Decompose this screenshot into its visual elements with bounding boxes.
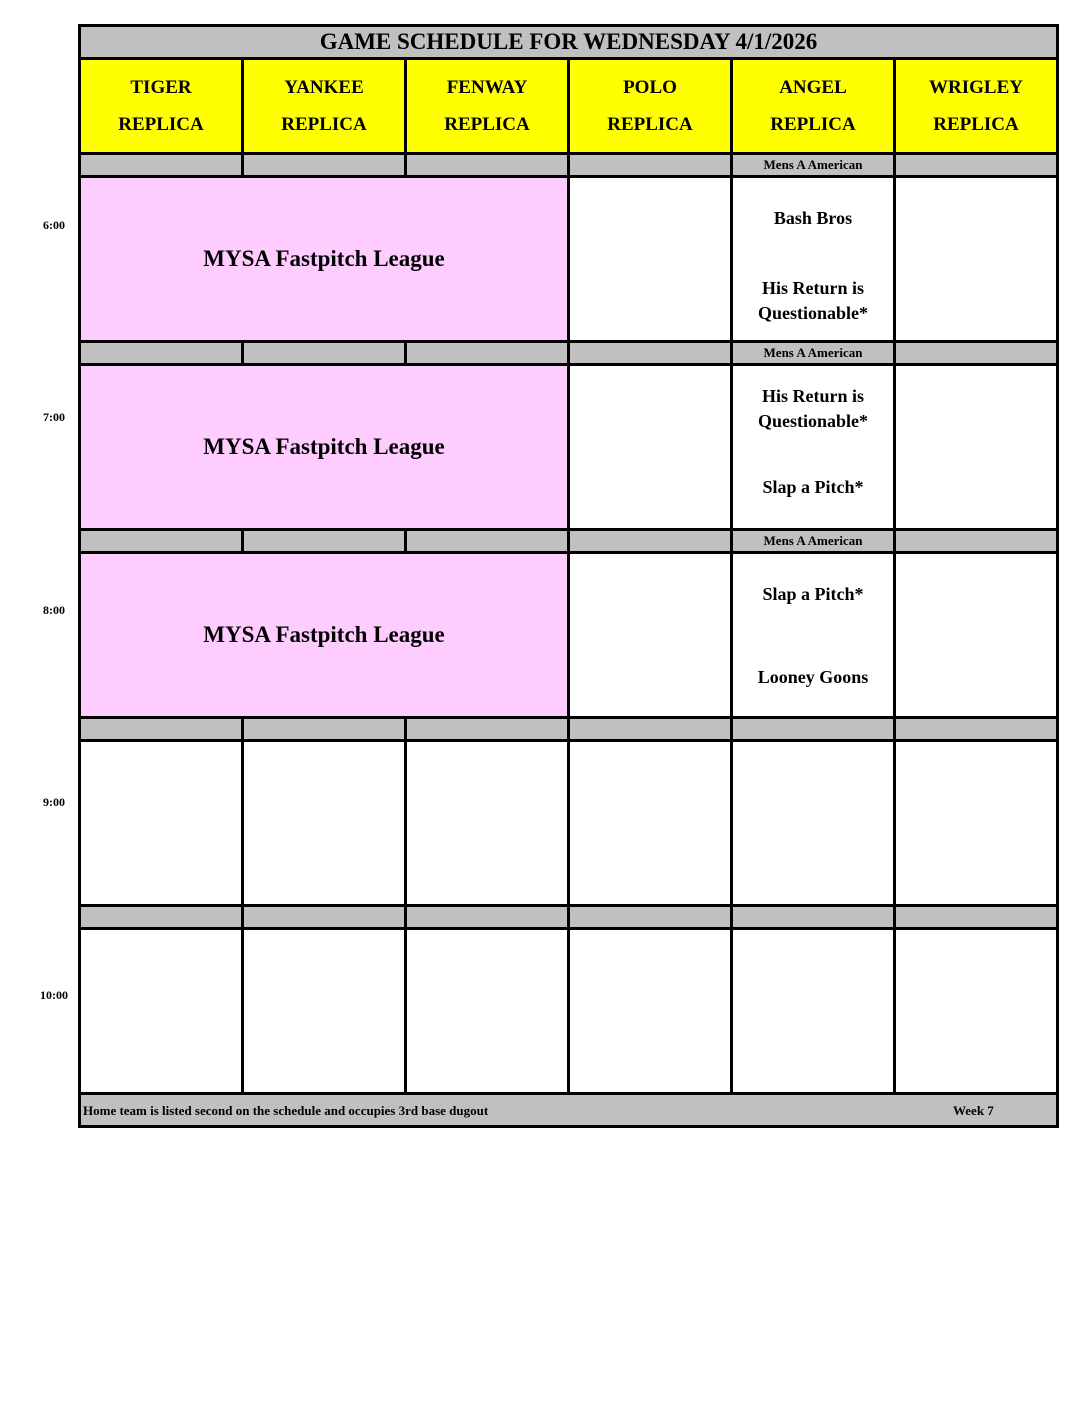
division-band-row: [80, 342, 1058, 365]
game-row: [80, 365, 1058, 530]
empty-slot: [406, 929, 569, 1094]
division-band-row: [80, 154, 1058, 177]
empty-slot: [895, 929, 1058, 1094]
footer-note: Home team is listed second on the schedule and occupies 3rd base dugout: [83, 1103, 489, 1118]
game-matchup: [732, 553, 895, 718]
empty-slot: [569, 553, 732, 718]
empty-slot: [80, 741, 243, 906]
empty-slot: [243, 929, 406, 1094]
empty-slot: [569, 177, 732, 342]
time-label: 9:00: [43, 795, 65, 809]
league-block: MYSA Fastpitch League: [80, 553, 569, 718]
game-row: [80, 929, 1058, 1094]
schedule-title: GAME SCHEDULE FOR WEDNESDAY 4/1/2026: [80, 26, 1058, 59]
game-row: [80, 553, 1058, 718]
empty-slot: [895, 553, 1058, 718]
time-label: 7:00: [43, 410, 65, 424]
empty-slot: [569, 929, 732, 1094]
field-header-yankee: YANKEE REPLICA: [243, 59, 406, 154]
game-row: [80, 741, 1058, 906]
home-team: Looney Goons: [757, 667, 869, 687]
field-header-polo: POLO REPLICA: [569, 59, 732, 154]
league-block: MYSA Fastpitch League: [80, 365, 569, 530]
away-team: Bash Bros: [773, 208, 853, 228]
schedule-footer: [80, 1094, 1058, 1127]
home-team: Slap a Pitch*: [762, 477, 864, 497]
time-label: 10:00: [40, 988, 68, 1002]
away-team: Slap a Pitch*: [762, 584, 864, 604]
empty-slot: [895, 365, 1058, 530]
empty-slot: [406, 741, 569, 906]
division-band-row: [80, 718, 1058, 741]
empty-slot: [895, 177, 1058, 342]
game-row: [80, 177, 1058, 342]
division-label: Mens A American: [732, 154, 895, 177]
game-matchup: [732, 177, 895, 342]
empty-slot: [569, 741, 732, 906]
empty-slot: [732, 929, 895, 1094]
empty-slot: [895, 741, 1058, 906]
division-label: Mens A American: [732, 342, 895, 365]
field-header-angel: ANGEL REPLICA: [732, 59, 895, 154]
division-band-row: [80, 530, 1058, 553]
field-header-row: [80, 59, 1058, 154]
field-header-tiger: TIGER REPLICA: [80, 59, 243, 154]
home-team: His Return is Questionable*: [757, 278, 868, 323]
field-header-fenway: FENWAY REPLICA: [406, 59, 569, 154]
empty-slot: [732, 741, 895, 906]
empty-slot: [243, 741, 406, 906]
division-label: Mens A American: [732, 530, 895, 553]
week-label: Week 7: [953, 1103, 994, 1118]
empty-slot: [569, 365, 732, 530]
league-block: MYSA Fastpitch League: [80, 177, 569, 342]
schedule-table: [78, 24, 1059, 1128]
field-header-wrigley: WRIGLEY REPLICA: [895, 59, 1058, 154]
division-band-row: [80, 906, 1058, 929]
time-label: 8:00: [43, 603, 65, 617]
game-matchup: [732, 365, 895, 530]
away-team: His Return is Questionable*: [757, 386, 868, 431]
empty-slot: [80, 929, 243, 1094]
time-label: 6:00: [43, 218, 65, 232]
